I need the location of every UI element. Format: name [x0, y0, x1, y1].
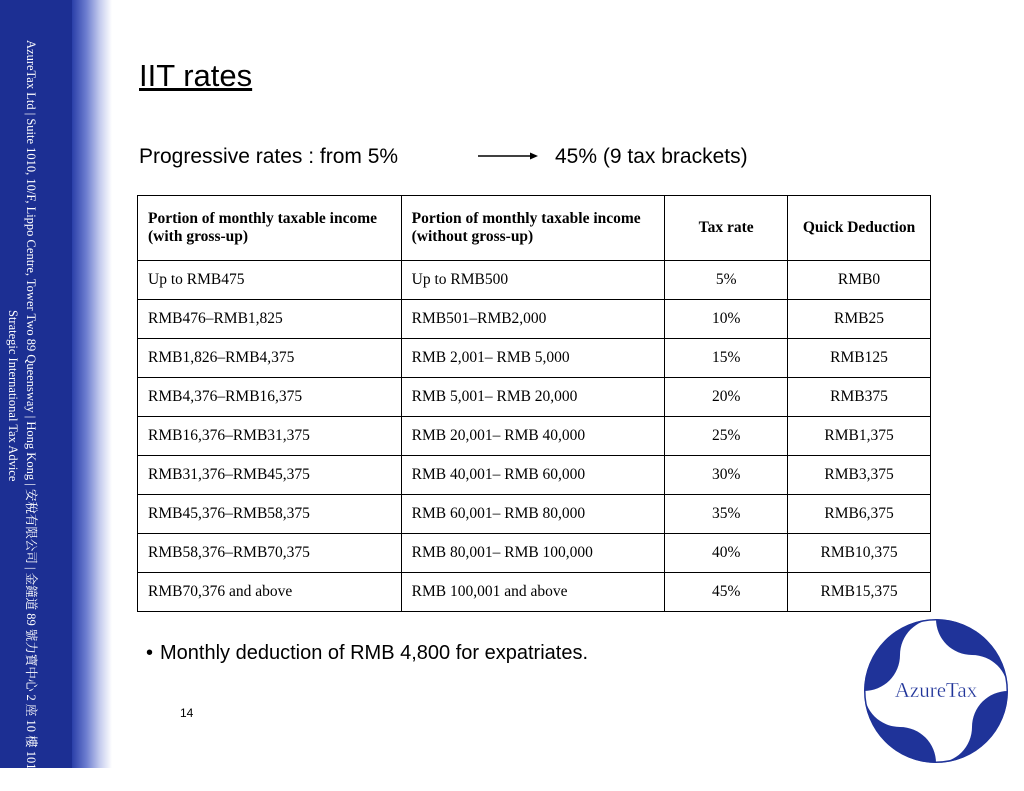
cell-tax-rate: 20% — [665, 378, 788, 417]
cell-tax-rate: 15% — [665, 339, 788, 378]
cell-quick-deduction: RMB1,375 — [788, 417, 931, 456]
header-quick-deduction: Quick Deduction — [788, 196, 931, 261]
cell-quick-deduction: RMB10,375 — [788, 534, 931, 573]
subtitle-to-value: 45% (9 tax brackets) — [555, 145, 748, 168]
cell-without-grossup: RMB 20,001– RMB 40,000 — [401, 417, 665, 456]
cell-with-grossup: RMB70,376 and above — [138, 573, 402, 612]
page-number: 14 — [180, 706, 194, 720]
bullet-text: Monthly deduction of RMB 4,800 for expatriates. — [160, 642, 589, 664]
cell-without-grossup: RMB 60,001– RMB 80,000 — [401, 495, 665, 534]
cell-without-grossup: Up to RMB500 — [401, 261, 665, 300]
logo-text: AzureTax — [894, 678, 978, 702]
header-without-grossup: Portion of monthly taxable income (without gross-up) — [401, 196, 665, 261]
cell-with-grossup: RMB1,826–RMB4,375 — [138, 339, 402, 378]
table-row — [138, 339, 931, 378]
cell-quick-deduction: RMB25 — [788, 300, 931, 339]
cell-without-grossup: RMB 40,001– RMB 60,000 — [401, 456, 665, 495]
subtitle-prefix: Progressive rates : from 5% — [139, 145, 399, 168]
cell-with-grossup: RMB476–RMB1,825 — [138, 300, 402, 339]
cell-without-grossup: RMB 5,001– RMB 20,000 — [401, 378, 665, 417]
azuretax-logo — [862, 617, 1010, 765]
sidebar-tagline: Strategic International Tax Advice — [6, 310, 20, 482]
table-header-row — [138, 196, 931, 261]
cell-without-grossup: RMB 80,001– RMB 100,000 — [401, 534, 665, 573]
header-tax-rate: Tax rate — [665, 196, 788, 261]
table-row — [138, 378, 931, 417]
table-row — [138, 495, 931, 534]
header-with-grossup: Portion of monthly taxable income (with gross-up) — [138, 196, 402, 261]
cell-without-grossup: RMB 2,001– RMB 5,000 — [401, 339, 665, 378]
right-arrow-icon — [478, 151, 538, 161]
table-row — [138, 456, 931, 495]
cell-with-grossup: RMB45,376–RMB58,375 — [138, 495, 402, 534]
subtitle — [139, 145, 748, 169]
cell-with-grossup: RMB4,376–RMB16,375 — [138, 378, 402, 417]
cell-quick-deduction: RMB125 — [788, 339, 931, 378]
cell-quick-deduction: RMB15,375 — [788, 573, 931, 612]
table-row — [138, 417, 931, 456]
table-row — [138, 261, 931, 300]
cell-tax-rate: 5% — [665, 261, 788, 300]
sidebar-address-line: AzureTax Ltd | Suite 1010, 10/F, Lippo Centre, Tower Two 89 Queensway | Hong Kong | 安稅有限公司 | 金鐘道 89 號力寶中心 2 座 10 樓 1010 室 — [24, 40, 38, 791]
cell-quick-deduction: RMB375 — [788, 378, 931, 417]
cell-quick-deduction: RMB0 — [788, 261, 931, 300]
table-row — [138, 573, 931, 612]
table-row — [138, 300, 931, 339]
cell-tax-rate: 40% — [665, 534, 788, 573]
cell-tax-rate: 30% — [665, 456, 788, 495]
table-row — [138, 534, 931, 573]
cell-quick-deduction: RMB6,375 — [788, 495, 931, 534]
tax-rates-table — [137, 195, 931, 612]
cell-with-grossup: RMB31,376–RMB45,375 — [138, 456, 402, 495]
cell-with-grossup: RMB58,376–RMB70,375 — [138, 534, 402, 573]
cell-quick-deduction: RMB3,375 — [788, 456, 931, 495]
bullet-icon: • — [146, 642, 154, 664]
sidebar-company-info — [0, 40, 40, 791]
bullet-point — [146, 642, 588, 665]
cell-without-grossup: RMB 100,001 and above — [401, 573, 665, 612]
cell-tax-rate: 10% — [665, 300, 788, 339]
cell-with-grossup: Up to RMB475 — [138, 261, 402, 300]
cell-tax-rate: 25% — [665, 417, 788, 456]
cell-with-grossup: RMB16,376–RMB31,375 — [138, 417, 402, 456]
cell-tax-rate: 45% — [665, 573, 788, 612]
slide-title: IIT rates — [139, 58, 253, 93]
cell-without-grossup: RMB501–RMB2,000 — [401, 300, 665, 339]
cell-tax-rate: 35% — [665, 495, 788, 534]
sidebar-gradient — [72, 0, 112, 768]
